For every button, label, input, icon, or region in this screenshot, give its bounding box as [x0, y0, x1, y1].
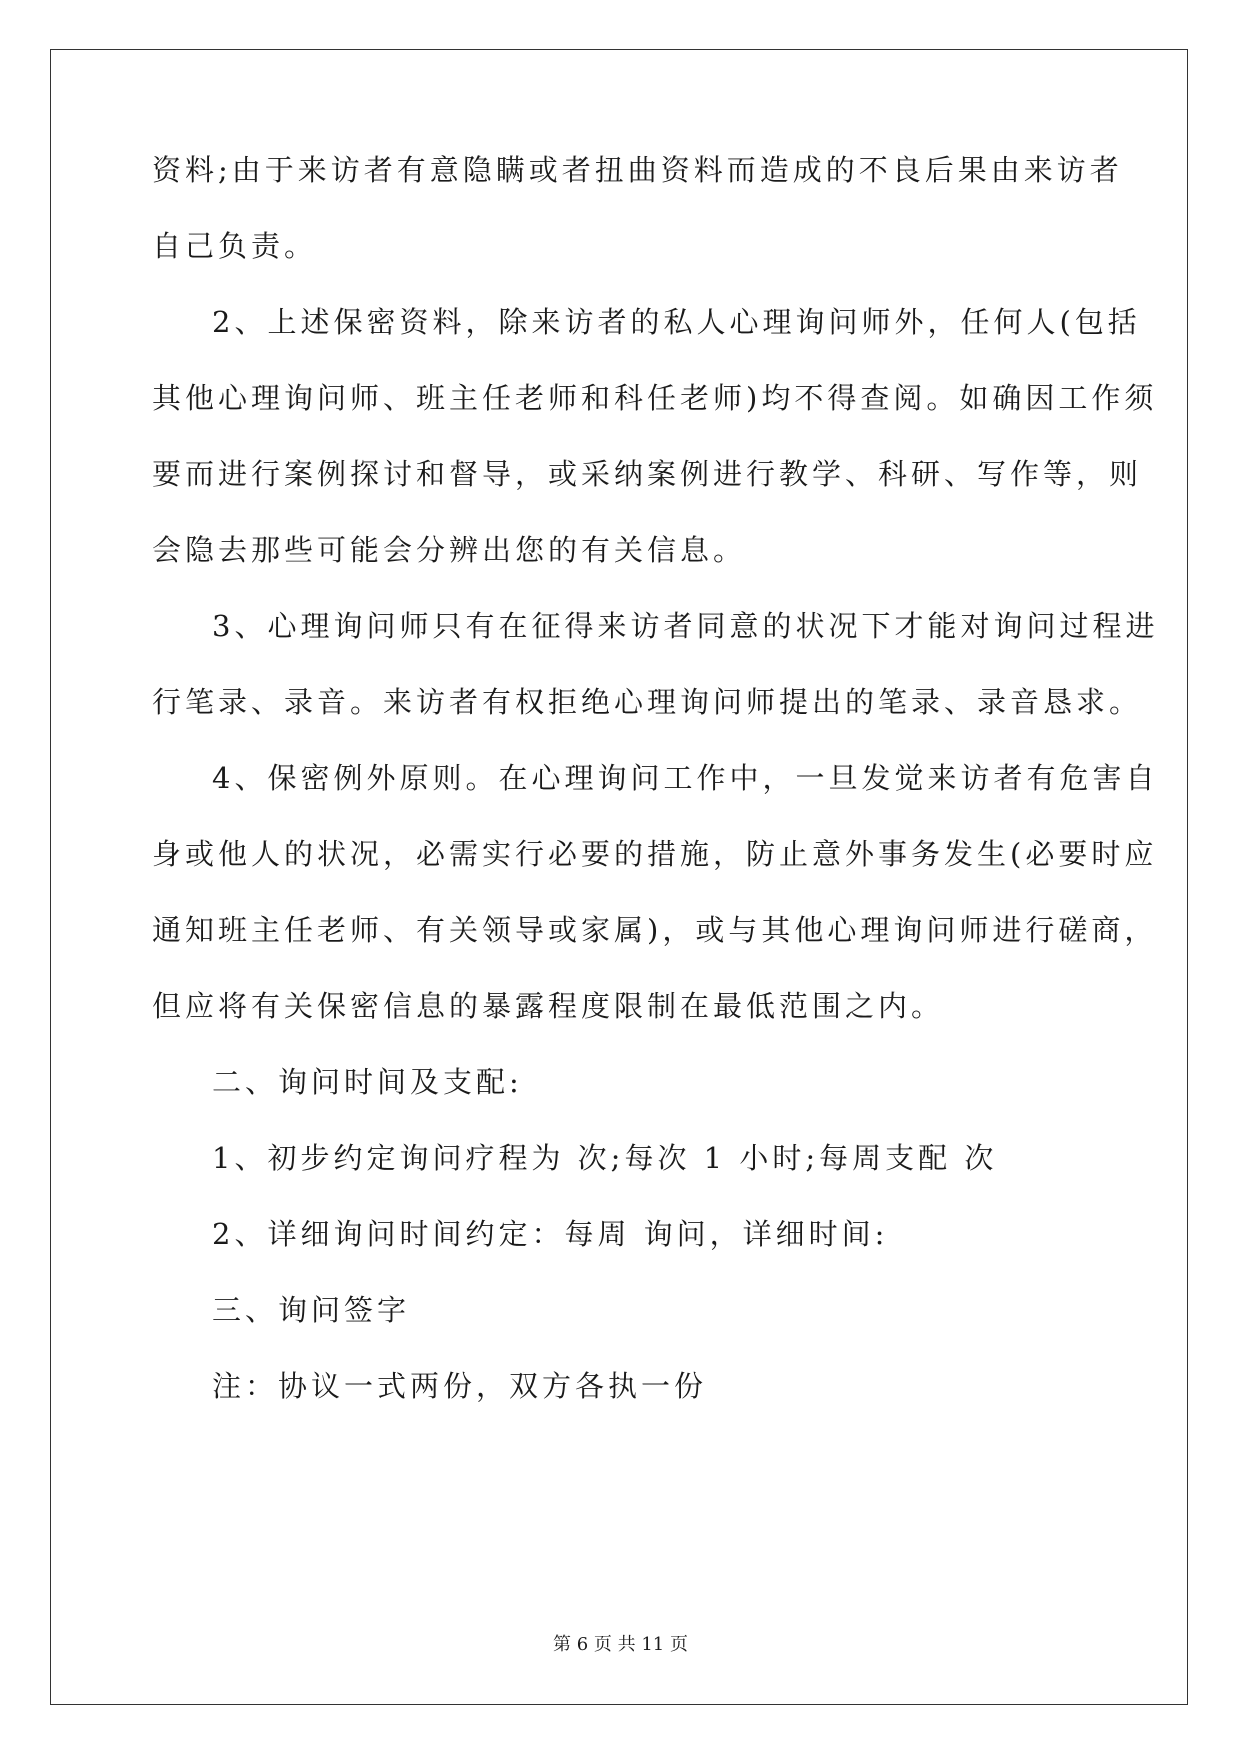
text-line: 资料;由于来访者有意隐瞒或者扭曲资料而造成的不良后果由来访者 [152, 153, 1123, 187]
section-heading: 三、询问签字 [212, 1293, 411, 1327]
page-border [50, 49, 1188, 1705]
text-line: 行笔录、录音。来访者有权拒绝心理询问师提出的笔录、录音恳求。 [152, 685, 1143, 719]
text-line: 自己负责。 [152, 229, 318, 263]
text-line: 2、上述保密资料，除来访者的私人心理询问师外，任何人(包括 [212, 305, 1141, 339]
note-line: 注：协议一式两份，双方各执一份 [212, 1369, 708, 1403]
text-line: 身或他人的状况，必需实行必要的措施，防止意外事务发生(必要时应 [152, 837, 1158, 871]
text-line: 1、初步约定询问疗程为 次;每次 1 小时;每周支配 次 [212, 1141, 998, 1175]
page-footer: 第 6 页 共 11 页 [553, 1634, 688, 1655]
text-line: 4、保密例外原则。在心理询问工作中，一旦发觉来访者有危害自 [212, 761, 1159, 795]
text-line: 会隐去那些可能会分辨出您的有关信息。 [152, 533, 747, 567]
text-line: 但应将有关保密信息的暴露程度限制在最低范围之内。 [152, 989, 945, 1023]
text-line: 其他心理询问师、班主任老师和科任老师)均不得查阅。如确因工作须 [152, 381, 1158, 415]
text-line: 要而进行案例探讨和督导，或采纳案例进行教学、科研、写作等，则 [152, 457, 1143, 491]
text-line: 通知班主任老师、有关领导或家属)，或与其他心理询问师进行磋商， [152, 913, 1158, 947]
text-line: 2、详细询问时间约定：每周 询问，详细时间: [212, 1217, 889, 1251]
text-line: 3、心理询问师只有在征得来访者同意的状况下才能对询问过程进 [212, 609, 1159, 643]
section-heading: 二、询问时间及支配: [212, 1065, 523, 1099]
